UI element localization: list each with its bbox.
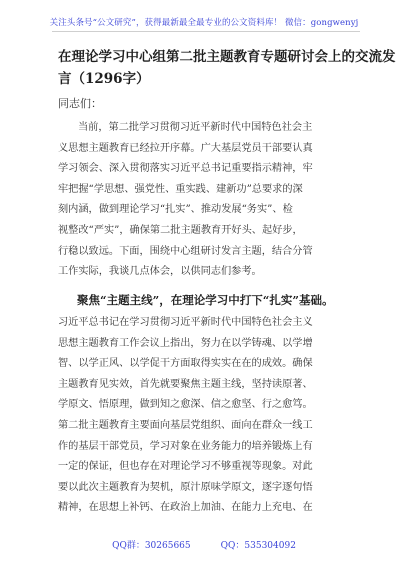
paragraph-line: 一定的保证，但也存在对理论学习不够重视等现象。对此 [58,461,313,473]
document-title [58,46,396,90]
header-divider [52,31,360,32]
paragraph-line: 义思想主题教育已经拉开序幕。广大基层党员干部要认真 [58,142,313,154]
footer-qq-group: QQ群：30265665 [112,541,191,551]
paragraph-line: 视整改“严实”，确保第二批主题教育开好头、起好步， [58,224,303,236]
title-line: 言（1296字） [58,71,150,87]
paragraph-line: 行稳以致远。下面，围绕中心组研讨发言主题，结合分管 [58,245,313,257]
paragraph-line: 工作实际，我谈几点体会，以供同志们参考。 [58,266,262,278]
paragraph-line: 当前，第二批学习贯彻习近平新时代中国特色社会主 [78,122,313,133]
paragraph-line: 学原文、悟原理，做到知之愈深、信之愈坚、行之愈笃。 [58,399,313,411]
paragraph-line: 思想主题教育工作会议上指出，努力在以学铸魂、以学增 [58,337,313,349]
footer-qq: QQ：535304092 [220,541,296,551]
page-footer [0,538,408,551]
paragraph-line: 第二批主题教育主要面向基层党组织、面向在群众一线工 [58,419,313,431]
paragraph-line: 智、以学正风、以学促干方面取得实实在在的成效。确保 [58,358,313,370]
title-line: 在理论学习中心组第二批主题教育专题研讨会上的交流发 [58,49,396,65]
paragraph-line: 要以此次主题教育为契机，原汁原味学原文，逐字逐句悟 [58,481,313,493]
paragraph-line: 精神，在思想上补钙、在政治上加油、在能力上充电、在 [58,502,313,514]
paragraph-section-one [58,313,358,519]
paragraph-intro [58,118,358,283]
greeting: 同志们： [58,97,102,110]
paragraph-line: 作的基层干部党员，学习对象在业务能力的培养锻炼上有 [58,440,313,452]
paragraph-line: 主题教育见实效，首先就要聚焦主题主线，坚持读原著、 [58,378,313,390]
section-heading: 聚焦“主题主线”，在理论学习中打下“扎实”基础。 [77,293,334,307]
paragraph-line: 牢把握“学思想、强党性、重实践、建新功”总要求的深 [58,183,303,195]
paragraph-line: 学习领会、深入贯彻落实习近平总书记重要指示精神，牢 [58,163,313,175]
paragraph-line: 习近平总书记在学习贯彻习近平新时代中国特色社会主义 [58,317,313,328]
page-header-banner: 关注头条号“公文研究”，获得最新最全最专业的公文资料库！ 微信：gongwenyj [49,18,359,28]
paragraph-line: 刻内涵，做到理论学习“扎实”、推动发展“务实”、检 [58,204,293,216]
